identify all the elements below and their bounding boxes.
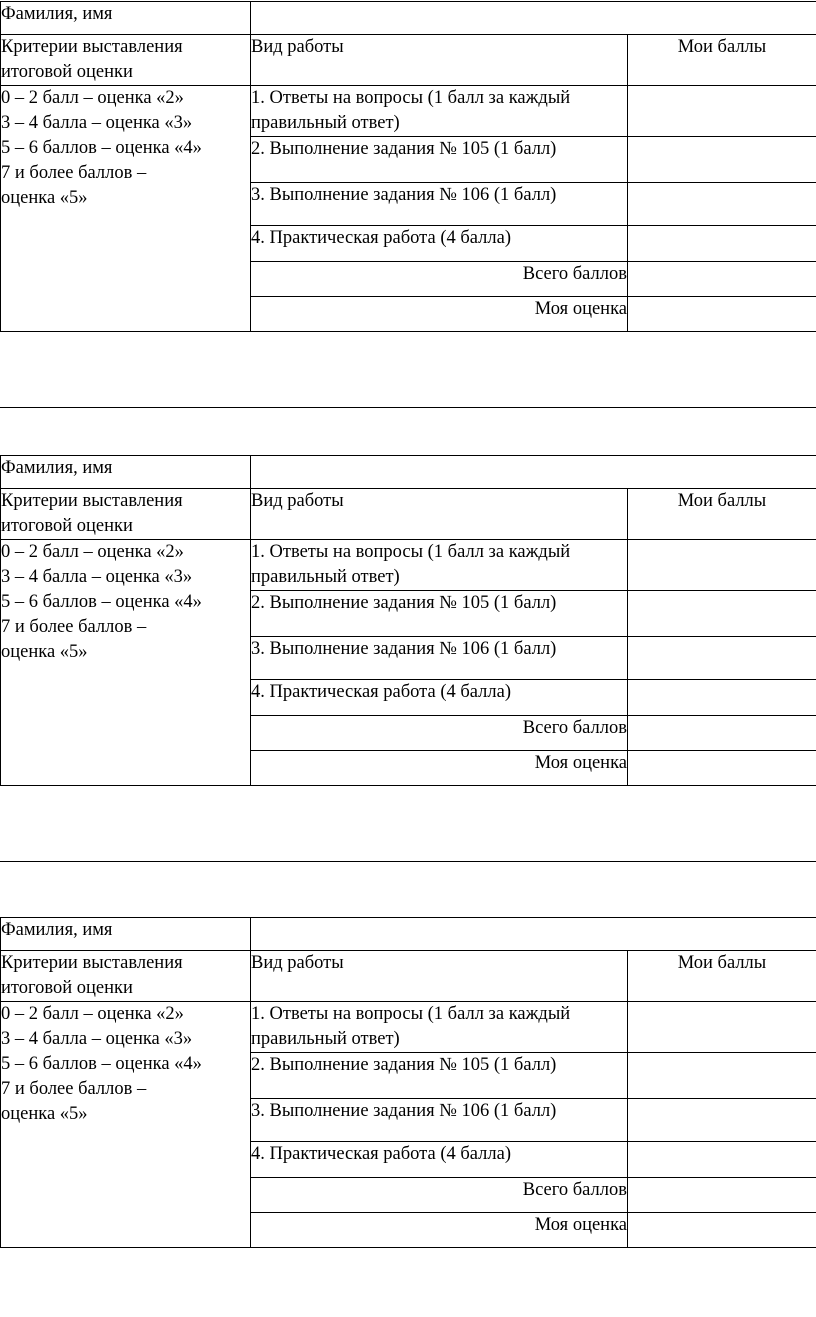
grade-line: 0 – 2 балл – оценка «2» bbox=[1, 88, 184, 108]
grade-criteria bbox=[1, 86, 251, 332]
task-4: 4. Практическая работа (4 балла) bbox=[251, 1142, 628, 1178]
grade-line: 3 – 4 балла – оценка «3» bbox=[1, 567, 193, 587]
my-grade-label: Моя оценка bbox=[251, 1213, 628, 1248]
grade-line: оценка «5» bbox=[1, 1104, 88, 1124]
total-score-label: Всего баллов bbox=[251, 262, 628, 297]
grade-line: 7 и более баллов – bbox=[1, 163, 147, 183]
task-1: 1. Ответы на вопросы (1 балл за каждый правильный ответ) bbox=[251, 540, 628, 591]
task-2: 2. Выполнение задания № 105 (1 балл) bbox=[251, 137, 628, 183]
grading-table bbox=[0, 1, 816, 332]
grade-line: 5 – 6 баллов – оценка «4» bbox=[1, 1054, 202, 1074]
grade-criteria bbox=[1, 1002, 251, 1248]
my-grade-cell[interactable] bbox=[628, 751, 816, 786]
total-score-label: Всего баллов bbox=[251, 1178, 628, 1213]
task-3-score-cell[interactable] bbox=[628, 637, 816, 680]
task-4-score-cell[interactable] bbox=[628, 226, 816, 262]
my-score-header: Мои баллы bbox=[628, 489, 816, 540]
my-grade-cell[interactable] bbox=[628, 297, 816, 332]
grading-card-3 bbox=[0, 917, 816, 1248]
name-field[interactable] bbox=[251, 2, 816, 35]
task-3-score-cell[interactable] bbox=[628, 1099, 816, 1142]
name-field[interactable] bbox=[251, 918, 816, 951]
grade-line: 0 – 2 балл – оценка «2» bbox=[1, 542, 184, 562]
task-1-score-cell[interactable] bbox=[628, 540, 816, 591]
task-4-score-cell[interactable] bbox=[628, 680, 816, 716]
criteria-label: Критерии выставления итоговой оценки bbox=[1, 489, 251, 540]
task-4-score-cell[interactable] bbox=[628, 1142, 816, 1178]
criteria-label: Критерии выставления итоговой оценки bbox=[1, 951, 251, 1002]
my-grade-cell[interactable] bbox=[628, 1213, 816, 1248]
total-score-cell[interactable] bbox=[628, 262, 816, 297]
task-2: 2. Выполнение задания № 105 (1 балл) bbox=[251, 1053, 628, 1099]
grade-line: 0 – 2 балл – оценка «2» bbox=[1, 1004, 184, 1024]
total-score-label: Всего баллов bbox=[251, 716, 628, 751]
total-score-cell[interactable] bbox=[628, 1178, 816, 1213]
name-field[interactable] bbox=[251, 456, 816, 489]
task-1-score-cell[interactable] bbox=[628, 86, 816, 137]
name-label: Фамилия, имя bbox=[1, 918, 251, 951]
grading-card-2 bbox=[0, 455, 816, 786]
work-type-header: Вид работы bbox=[251, 35, 628, 86]
criteria-label: Критерии выставления итоговой оценки bbox=[1, 35, 251, 86]
my-grade-label: Моя оценка bbox=[251, 297, 628, 332]
cut-line bbox=[0, 861, 816, 862]
task-3-score-cell[interactable] bbox=[628, 183, 816, 226]
total-score-cell[interactable] bbox=[628, 716, 816, 751]
task-1-score-cell[interactable] bbox=[628, 1002, 816, 1053]
grade-line: 3 – 4 балла – оценка «3» bbox=[1, 1029, 193, 1049]
my-score-header: Мои баллы bbox=[628, 35, 816, 86]
grading-table bbox=[0, 917, 816, 1248]
grade-line: 7 и более баллов – bbox=[1, 1079, 147, 1099]
task-2-score-cell[interactable] bbox=[628, 591, 816, 637]
grade-line: 7 и более баллов – bbox=[1, 617, 147, 637]
grade-line: оценка «5» bbox=[1, 642, 88, 662]
task-3: 3. Выполнение задания № 106 (1 балл) bbox=[251, 1099, 628, 1142]
task-3: 3. Выполнение задания № 106 (1 балл) bbox=[251, 183, 628, 226]
task-1: 1. Ответы на вопросы (1 балл за каждый правильный ответ) bbox=[251, 86, 628, 137]
name-label: Фамилия, имя bbox=[1, 2, 251, 35]
task-4: 4. Практическая работа (4 балла) bbox=[251, 680, 628, 716]
work-type-header: Вид работы bbox=[251, 951, 628, 1002]
task-4: 4. Практическая работа (4 балла) bbox=[251, 226, 628, 262]
task-1: 1. Ответы на вопросы (1 балл за каждый правильный ответ) bbox=[251, 1002, 628, 1053]
name-label: Фамилия, имя bbox=[1, 456, 251, 489]
grade-line: оценка «5» bbox=[1, 188, 88, 208]
task-2-score-cell[interactable] bbox=[628, 1053, 816, 1099]
task-2: 2. Выполнение задания № 105 (1 балл) bbox=[251, 591, 628, 637]
grading-table bbox=[0, 455, 816, 786]
grading-card-1 bbox=[0, 1, 816, 332]
grade-criteria bbox=[1, 540, 251, 786]
my-grade-label: Моя оценка bbox=[251, 751, 628, 786]
cut-line bbox=[0, 407, 816, 408]
task-2-score-cell[interactable] bbox=[628, 137, 816, 183]
grade-line: 5 – 6 баллов – оценка «4» bbox=[1, 592, 202, 612]
my-score-header: Мои баллы bbox=[628, 951, 816, 1002]
grade-line: 5 – 6 баллов – оценка «4» bbox=[1, 138, 202, 158]
task-3: 3. Выполнение задания № 106 (1 балл) bbox=[251, 637, 628, 680]
work-type-header: Вид работы bbox=[251, 489, 628, 540]
grade-line: 3 – 4 балла – оценка «3» bbox=[1, 113, 193, 133]
